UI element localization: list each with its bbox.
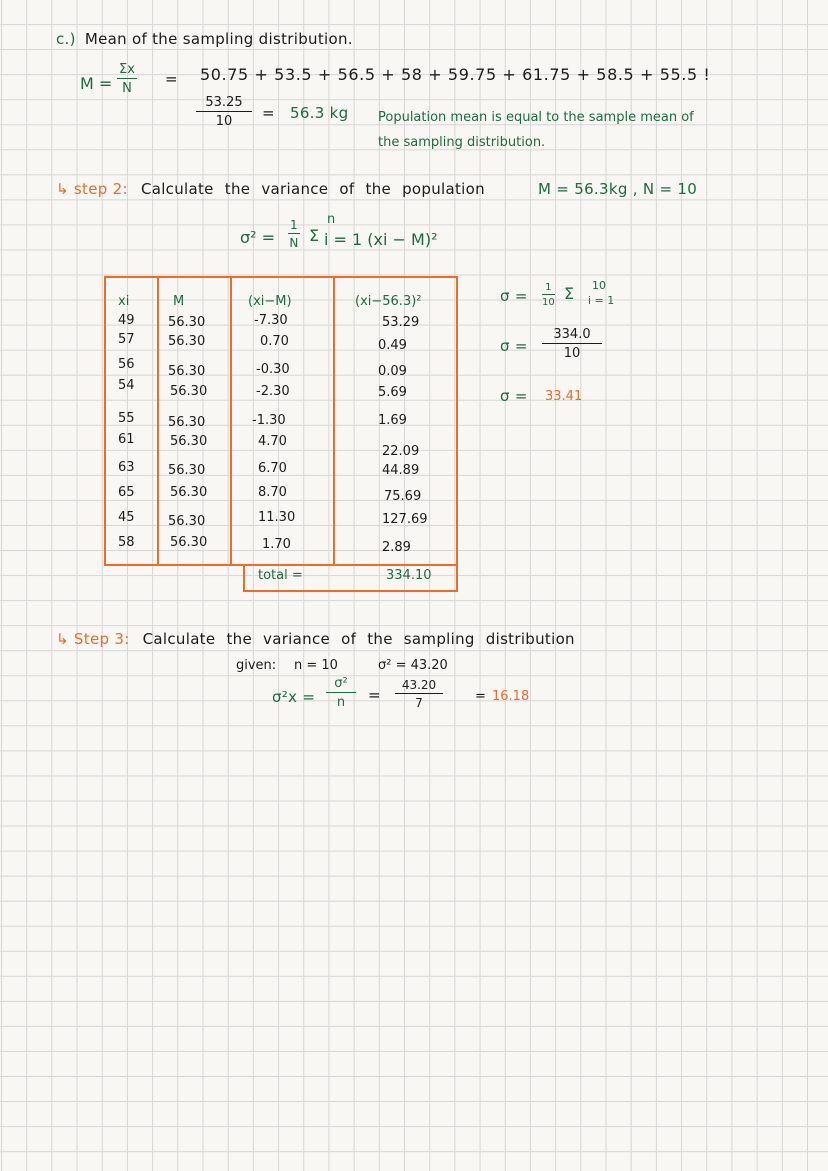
step-3-result: 16.18 <box>492 689 530 704</box>
table-cell-xi: 57 <box>118 332 135 347</box>
step-2-params: M = 56.3kg , N = 10 <box>538 180 698 198</box>
side-calc-frac-den: 10 <box>542 297 555 308</box>
side-calc-lower: i = 1 <box>588 294 615 307</box>
step-2-text: Calculate the variance of the population <box>140 180 485 198</box>
side-calc-line2-num: 334.0 <box>542 327 602 344</box>
table-cell-xi: 56 <box>118 357 135 372</box>
side-calc-line3-lhs: σ = <box>500 387 528 405</box>
step-3-given-n: n = 10 <box>294 658 338 673</box>
table-cell-mean: 56.30 <box>170 384 208 399</box>
table-cell-xi: 54 <box>118 378 135 393</box>
step-2-heading <box>56 180 485 198</box>
table-divider-2 <box>230 276 232 566</box>
table-cell-deviation: 0.70 <box>260 334 289 349</box>
table-cell-deviation: 8.70 <box>258 485 287 500</box>
table-cell-deviation: 4.70 <box>258 434 287 449</box>
mean-equals-sign-2: = <box>262 104 275 122</box>
table-cell-deviation: -7.30 <box>254 313 288 328</box>
side-calc-line2-lhs: σ = <box>500 337 528 355</box>
table-header-squared: (xi−56.3)² <box>355 294 422 309</box>
step-3-formula-fraction <box>326 676 356 710</box>
variance-frac-num: 1 <box>290 218 298 232</box>
table-cell-mean: 56.30 <box>170 485 208 500</box>
table-cell-squared: 0.49 <box>378 338 407 353</box>
table-cell-squared: 5.69 <box>378 385 407 400</box>
step-3-formula-num: σ² <box>326 676 356 693</box>
mean-total-numerator: 53.25 <box>196 95 252 112</box>
mean-note-line-2: the sampling distribution. <box>378 135 546 150</box>
table-cell-xi: 45 <box>118 510 135 525</box>
step-3-given-label: given: <box>236 658 277 673</box>
table-cell-deviation: 11.30 <box>258 510 296 525</box>
step-3-given-sigma: σ² = 43.20 <box>378 658 448 673</box>
table-total-value: 334.10 <box>386 568 432 583</box>
variance-sigma: Σ <box>309 226 320 245</box>
side-calc-line1-fraction <box>542 282 555 308</box>
table-cell-deviation: -0.30 <box>256 362 290 377</box>
mean-formula-denominator: N <box>122 81 132 96</box>
table-cell-deviation: 6.70 <box>258 461 287 476</box>
table-divider-3 <box>333 276 335 566</box>
step-3-equals: = <box>368 686 381 704</box>
step-3-equals-2: = <box>475 689 486 704</box>
variance-formula-lhs: σ² = <box>240 228 276 247</box>
variance-formula-rest: i = 1 (xi − M)² <box>324 230 438 249</box>
table-cell-mean: 56.30 <box>168 514 206 529</box>
table-cell-squared: 2.89 <box>382 540 411 555</box>
side-calc-line2-den: 10 <box>563 346 581 361</box>
table-cell-xi: 61 <box>118 432 135 447</box>
table-cell-mean: 56.30 <box>168 364 206 379</box>
table-cell-squared: 75.69 <box>384 489 422 504</box>
part-c-heading <box>56 30 353 48</box>
table-cell-mean: 56.30 <box>170 434 208 449</box>
table-cell-mean: 56.30 <box>170 535 208 550</box>
step-3-value-den: 7 <box>415 696 423 710</box>
mean-total-denominator: 10 <box>215 114 233 129</box>
mean-total-fraction <box>196 95 252 129</box>
table-cell-mean: 56.30 <box>168 334 206 349</box>
variance-formula-fraction <box>288 218 300 250</box>
table-cell-xi: 58 <box>118 535 135 550</box>
mean-equals-sign: = <box>165 70 178 88</box>
table-header-xi: xi <box>118 294 130 309</box>
part-c-heading-text: Mean of the sampling distribution. <box>84 30 353 48</box>
table-cell-mean: 56.30 <box>168 463 206 478</box>
table-cell-xi: 63 <box>118 460 135 475</box>
step-3-lhs: σ²x = <box>272 688 316 706</box>
step-2-label: ↳ step 2: <box>56 180 128 198</box>
step-3-formula-den: n <box>336 695 346 710</box>
step-3-heading <box>56 630 575 648</box>
mean-formula-numerator: Σx <box>119 62 135 77</box>
variance-frac-den: N <box>289 236 299 250</box>
mean-note-line-1: Population mean is equal to the sample mean of <box>378 110 694 125</box>
table-divider-1 <box>157 276 159 566</box>
table-cell-deviation: -2.30 <box>256 384 290 399</box>
table-cell-mean: 56.30 <box>168 415 206 430</box>
step-3-label: ↳ Step 3: <box>56 630 130 648</box>
table-cell-squared: 22.09 <box>382 444 420 459</box>
table-cell-deviation: 1.70 <box>262 537 291 552</box>
mu-symbol: M = <box>80 74 113 93</box>
table-cell-squared: 127.69 <box>382 512 428 527</box>
table-cell-squared: 53.29 <box>382 315 420 330</box>
table-cell-squared: 1.69 <box>378 413 407 428</box>
side-calc-line1-lhs: σ = <box>500 287 528 305</box>
mean-sum-expression: 50.75 + 53.5 + 56.5 + 58 + 59.75 + 61.75 + 58.5 + 55.5 ! <box>200 65 711 84</box>
side-calc-upper: 10 <box>592 279 606 292</box>
side-calc-sigma: Σ <box>564 284 575 303</box>
table-cell-squared: 0.09 <box>378 364 407 379</box>
mean-formula-fraction <box>117 62 137 96</box>
step-3-value-num: 43.20 <box>395 678 443 694</box>
variance-upper-limit: n <box>327 212 336 227</box>
part-c-marker: c.) <box>56 30 76 48</box>
table-header-deviation: (xi−M) <box>248 294 292 309</box>
side-calc-frac-num: 1 <box>542 282 555 295</box>
mean-result: 56.3 kg <box>290 104 349 122</box>
table-cell-xi: 65 <box>118 485 135 500</box>
table-cell-xi: 49 <box>118 313 135 328</box>
table-total-label: total = <box>258 568 303 583</box>
step-3-text: Calculate the variance of the sampling distribution <box>142 630 575 648</box>
side-calc-line2-fraction <box>542 327 602 361</box>
side-calc-result: 33.41 <box>545 389 583 404</box>
table-header-mean: M <box>173 294 185 309</box>
table-cell-squared: 44.89 <box>382 463 420 478</box>
step-3-value-fraction <box>395 678 443 710</box>
table-cell-xi: 55 <box>118 411 135 426</box>
table-cell-mean: 56.30 <box>168 315 206 330</box>
table-cell-deviation: -1.30 <box>252 413 286 428</box>
